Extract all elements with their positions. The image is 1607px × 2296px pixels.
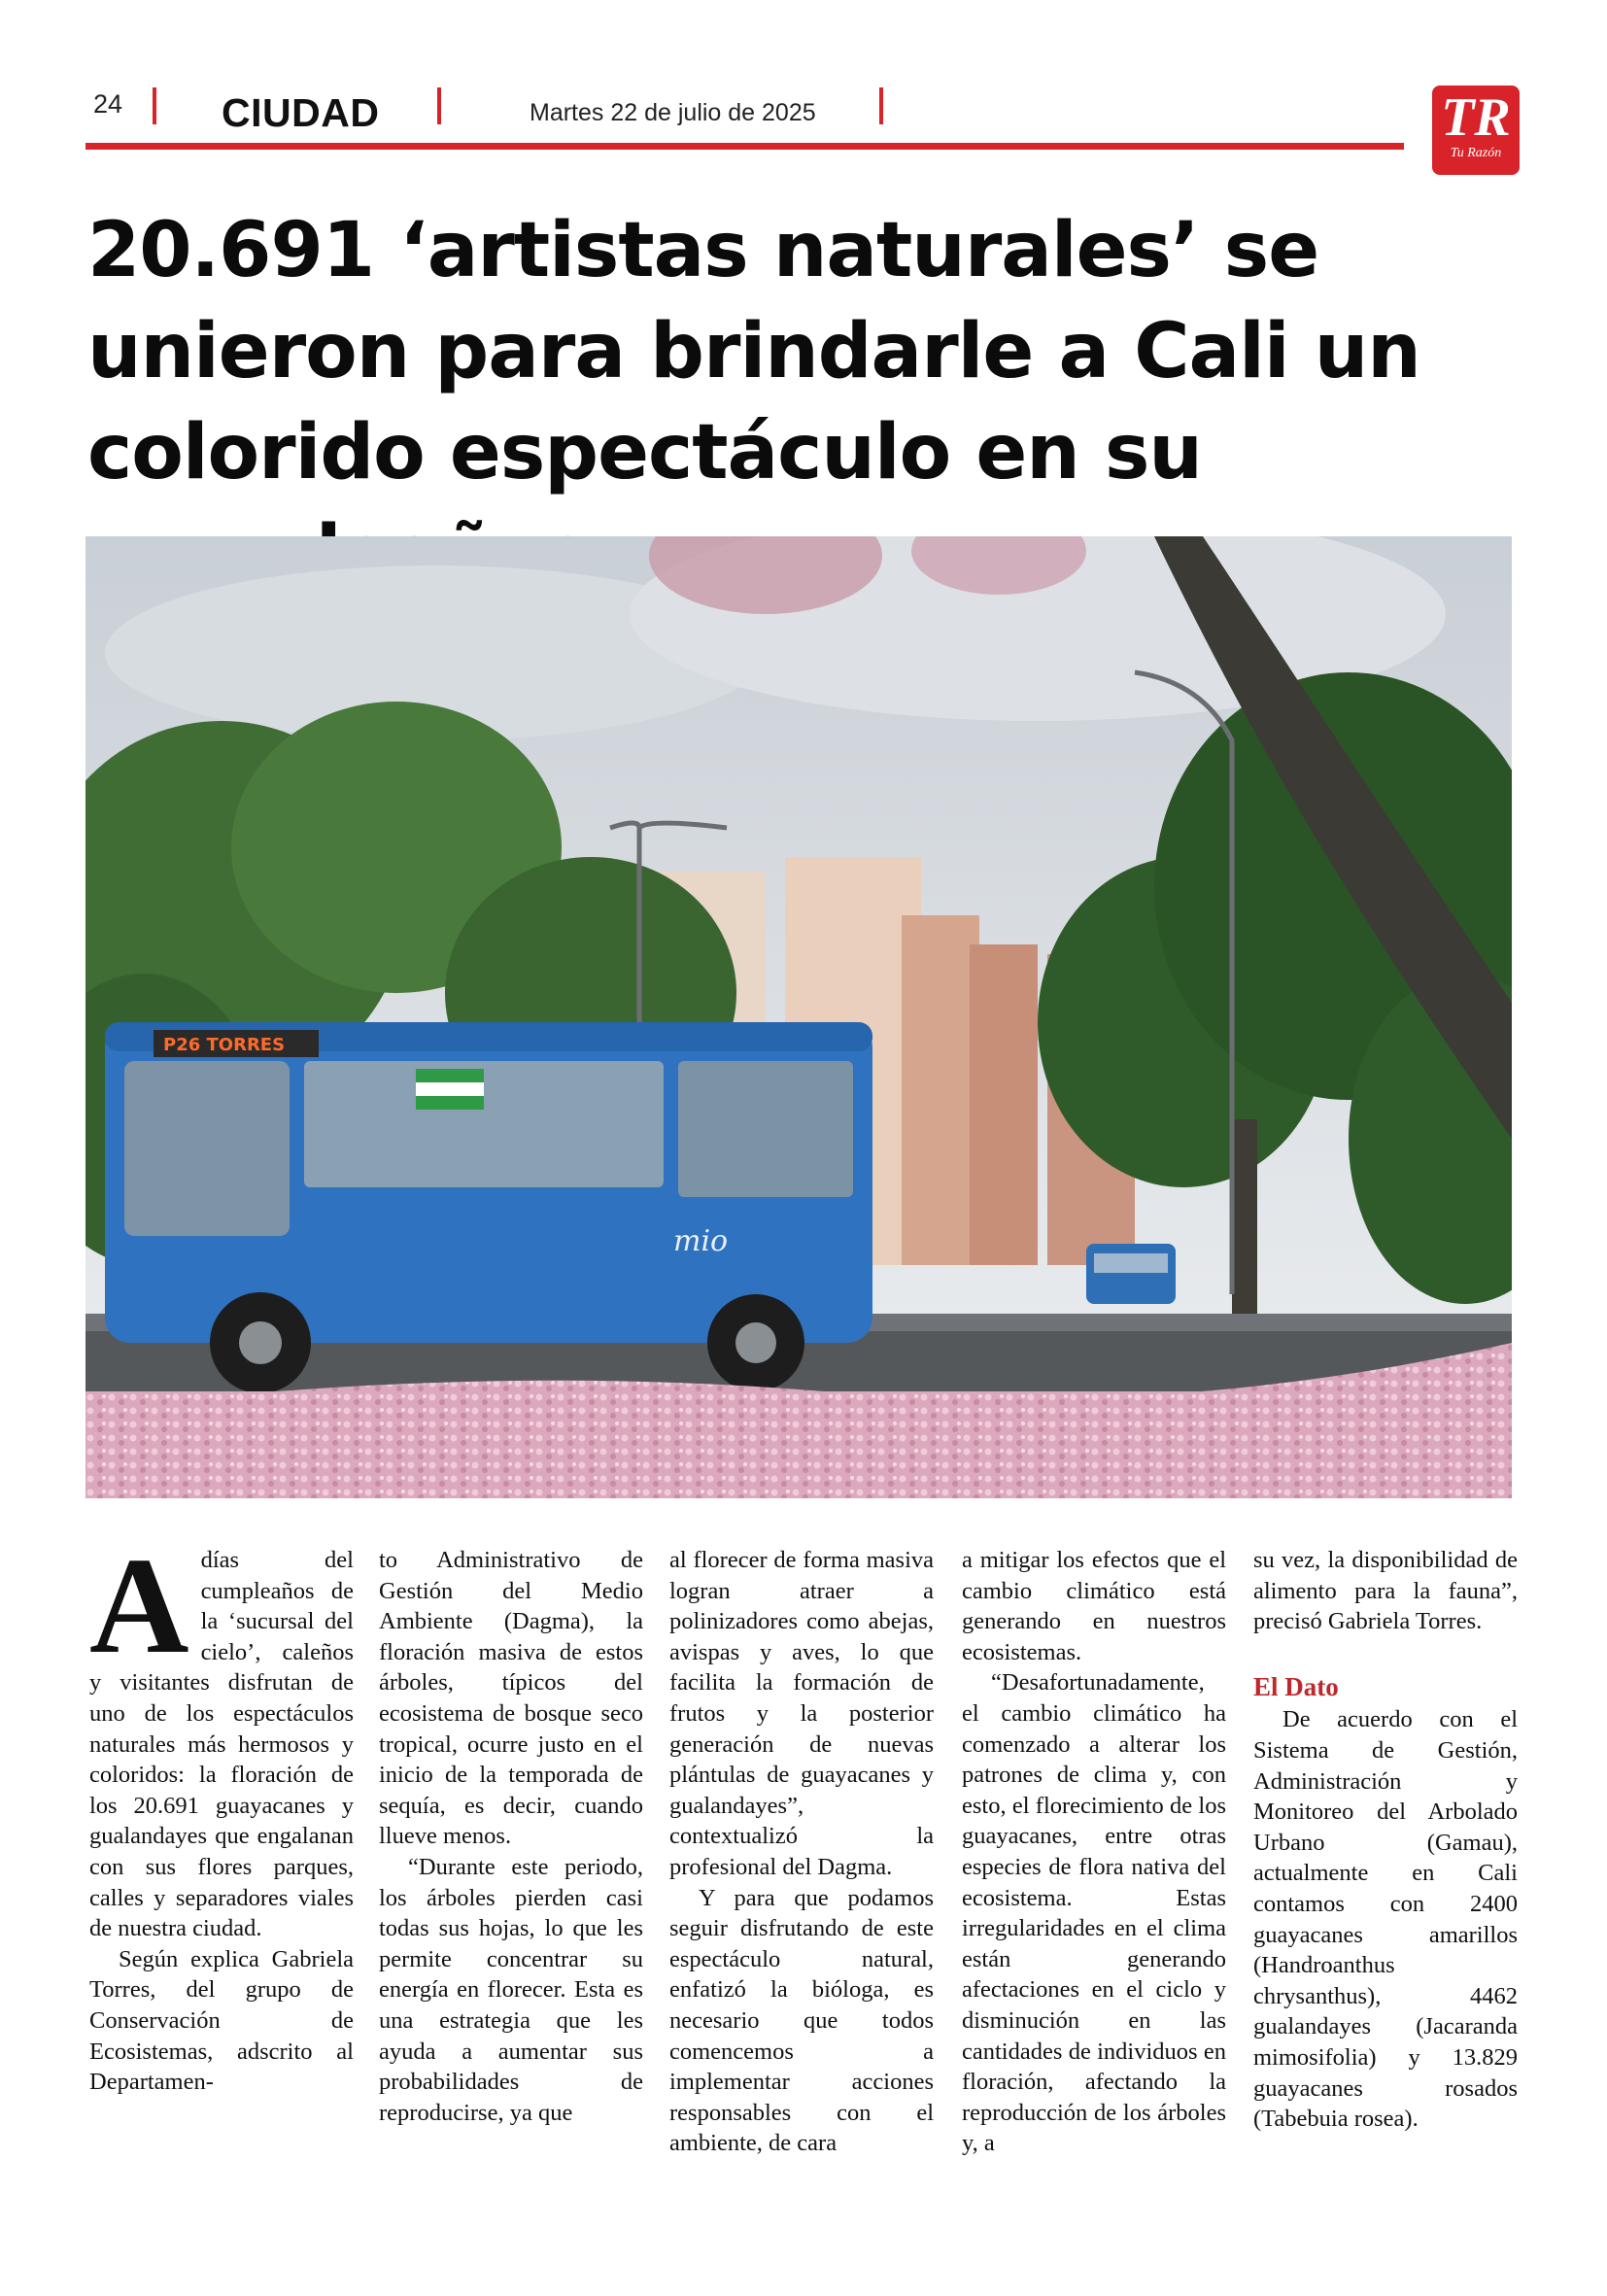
paragraph: días del cumpleaños de la ‘sucursal del cielo’, caleños y visitantes disfrutan de uno de los espectáculos naturales más hermosos y coloridos: la floración de los 20.691 guayacanes y gualandayes que engalanan con sus flores parques, calles y separadores viales de nuestra ciudad. (89, 1547, 354, 1942)
bus (105, 1022, 872, 1393)
paragraph: Según explica Gabriela Torres, del grupo de Conservación de Ecosistemas, adscrito al Departamen- (89, 1945, 354, 2096)
dato-title: El Dato (1253, 1671, 1339, 1701)
header-divider (437, 87, 441, 124)
paragraph: “Durante este periodo, los árboles pierden casi todas sus hojas, lo que les permite concentrar su energía en florecer. Esta es una estrategia que les ayuda a aumentar sus probabilidades de reproducirse, ya que (379, 1853, 643, 2126)
logo-letters: TR (1441, 87, 1511, 148)
street-scene-illustration (85, 536, 1512, 1498)
paragraph: “Desafortunadamente, el cambio climático ha comenzado a alterar los patrones de clima y, con esto, el florecimiento de los guayacanes, entre otras especies de flora nativa del ecosistema. Estas irregularidades en el clima están generando afectaciones en el ciclo y disminución en las cantidades de individuos en floración, afectando la reproducción de los árboles y, a (962, 1669, 1226, 2157)
header-rule (85, 143, 1404, 150)
article-column-5 (1253, 1545, 1518, 2135)
newspaper-logo (1432, 86, 1520, 175)
article-column-3 (669, 1545, 934, 2159)
article-column-2 (379, 1545, 643, 2128)
paragraph: to Administrativo de Gestión del Medio Ambiente (Dagma), la floración masiva de estos árboles, típicos del ecosistema de bosque seco tropical, ocurre justo en el inicio de la temporada de sequía, es decir, cuando llueve menos. (379, 1547, 643, 1850)
article-column-4 (962, 1545, 1226, 2159)
bus-brand: mio (673, 1224, 729, 1258)
logo-name: Tu Razón (1450, 146, 1502, 160)
page-number: 24 (93, 89, 123, 119)
article-photo (85, 536, 1512, 1498)
bus-route-sign: P26 TORRES (163, 1035, 286, 1055)
paragraph: Y para que podamos seguir disfrutando de este espectáculo natural, enfatizó la bióloga, es necesario que todos comencemos a implementar acciones responsables con el ambiente, de cara (669, 1884, 934, 2157)
issue-date: Martes 22 de julio de 2025 (530, 99, 816, 126)
article-column-1 (89, 1528, 354, 2098)
dato-paragraph: De acuerdo con el Sistema de Gestión, Administración y Monitoreo del Arbolado Urbano (Gamau), actualmente en Cali contamos con 2400 guayacanes amarillos (Handroanthus chrysanthus), 4462 gualandayes (Jacaranda mimosifolia) y 13.829 guayacanes rosados (Tabebuia rosea). (1253, 1706, 1518, 2133)
section-title: CIUDAD (222, 90, 380, 135)
drop-cap: A (89, 1528, 189, 1682)
paragraph: su vez, la disponibilidad de alimento para la fauna”, precisó Gabriela Torres. (1253, 1547, 1518, 1635)
distant-bus (1086, 1244, 1176, 1304)
paragraph: al florecer de forma masiva logran atraer a polinizadores como abejas, avispas y aves, lo que facilita la formación de frutos y la posterior generación de nuevas plántulas de guayacanes y gualandayes”, contextualizó la profesional del Dagma. (669, 1547, 934, 1880)
header-divider (153, 87, 156, 124)
headline: 20.691 ‘artistas naturales’ se unieron para brindarle a Cali un colorido espectáculo en su (87, 207, 1420, 497)
paragraph: a mitigar los efectos que el cambio climático está generando en nuestros ecosistemas. (962, 1547, 1226, 1665)
header-divider (879, 87, 883, 124)
